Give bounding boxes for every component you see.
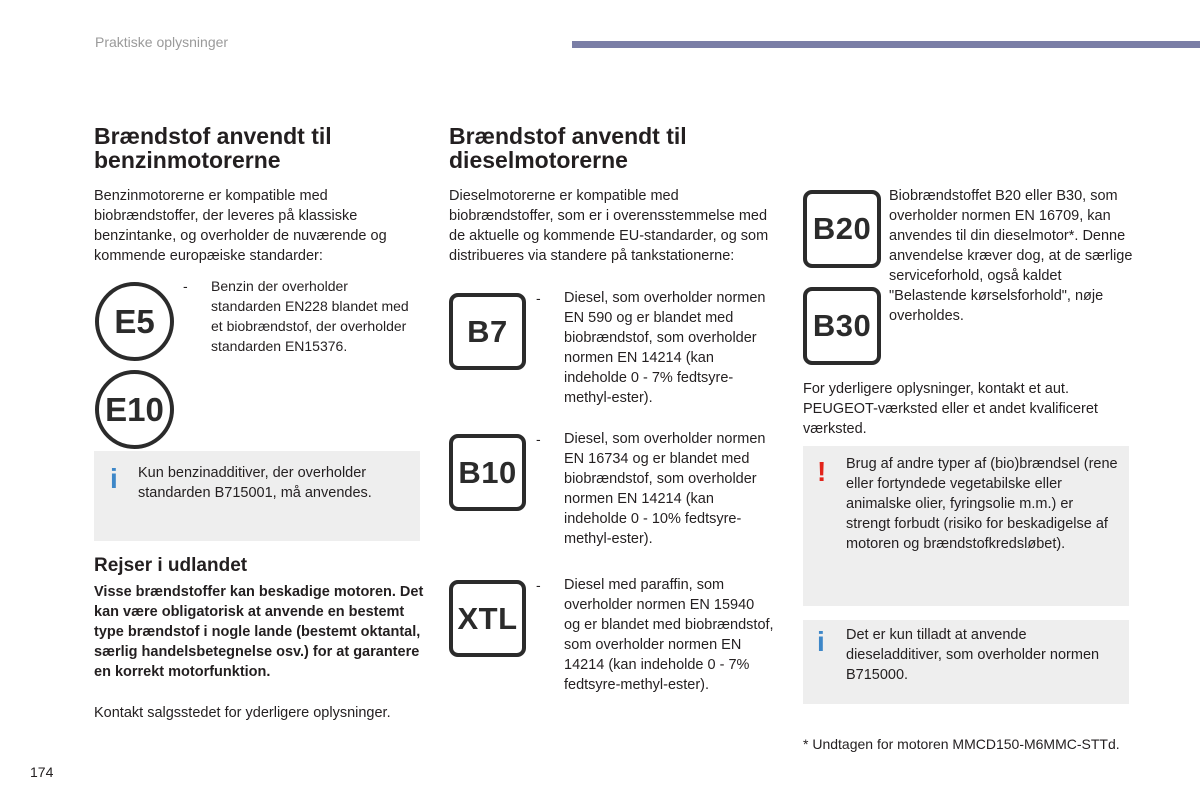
- xtl-description: Diesel med paraffin, som overholder normen EN 15940 og er blandet med biobrændstof, som overholder normen EN 14214 (kan indeholde 0 - 7% fedtsyre-methyl-ester).: [564, 577, 774, 693]
- list-dash: -: [183, 278, 188, 294]
- diesel-warning-note: [803, 446, 1129, 606]
- workshop-contact: For yderligere oplysninger, kontakt et aut. PEUGEOT-værksted eller et andet kvalificeret værksted.: [803, 381, 1098, 437]
- petrol-intro: Benzinmotorerne er kompatible med biobrændstoffer, der leveres på klassiske benzintanke, og overholder de nuværende og kommende europæiske standarder:: [94, 188, 387, 264]
- e5-badge: E5: [95, 282, 174, 361]
- diesel-info-note: [803, 620, 1129, 704]
- travel-heading: Rejser i udlandet: [94, 555, 248, 576]
- list-dash: -: [536, 290, 541, 306]
- b7-badge: B7: [449, 293, 526, 370]
- list-dash: -: [536, 577, 541, 593]
- petrol-info-note: [94, 451, 420, 541]
- info-icon: i: [817, 626, 825, 657]
- travel-contact: Kontakt salgsstedet for yderligere oplysninger.: [94, 705, 391, 721]
- diesel-heading: Brændstof anvendt til dieselmotorerne: [449, 123, 687, 173]
- b10-description: Diesel, som overholder normen EN 16734 og er blandet med biobrændstof, som overholder normen EN 14214 (kan indeholde 0 - 10% fedtsyre-methyl-ester).: [564, 431, 766, 547]
- xtl-badge: XTL: [449, 580, 526, 657]
- b30-badge: B30: [803, 287, 881, 365]
- section-title: Praktiske oplysninger: [95, 34, 229, 50]
- info-icon: i: [110, 463, 118, 494]
- footnote: * Undtagen for motoren MMCD150-M6MMC-STTd.: [803, 736, 1120, 752]
- diesel-info-text: Det er kun tilladt at anvende dieseladditiver, som overholder normen B715000.: [846, 627, 1100, 683]
- list-dash: -: [536, 431, 541, 447]
- e-fuel-description: Benzin der overholder standarden EN228 blandet med et biobrændstof, der overholder standarden EN15376.: [211, 278, 409, 354]
- b20-b30-description: Biobrændstoffet B20 eller B30, som overholder normen EN 16709, kan anvendes til din dieselmotor*. Denne anvendelse kræver dog, at de særlige serviceforhold, også kaldet "Belastende kørselsforhold", nøje overholdes.: [889, 188, 1133, 324]
- petrol-heading: Brændstof anvendt til benzinmotorerne: [94, 123, 332, 173]
- b7-description: Diesel, som overholder normen EN 590 og er blandet med biobrændstof, som overholder normen EN 14214 (kan indeholde 0 - 7% fedtsyre-methyl-ester).: [564, 290, 766, 406]
- e10-badge: E10: [95, 370, 174, 449]
- petrol-info-text: Kun benzinadditiver, der overholder standarden B715001, må anvendes.: [138, 465, 372, 501]
- travel-warning: Visse brændstoffer kan beskadige motoren. Det kan være obligatorisk at anvende en bestemt type brændstof i nogle lande (bestemt oktantal, særlig handelsbetegnelse osv.) for at garantere en korrekt motorfunktion.: [94, 584, 424, 680]
- diesel-intro: Dieselmotorerne er kompatible med biobrændstoffer, som er i overensstemmelse med de aktuelle og kommende EU-standarder, og som distribueres via standere på tankstationerne:: [449, 188, 769, 264]
- header-bar: [572, 41, 1200, 48]
- page-number: 174: [30, 764, 54, 780]
- warning-icon: !: [817, 456, 827, 487]
- diesel-warning-text: Brug af andre typer af (bio)brændsel (rene eller fortyndede vegetabilske eller animalske olier, fyringsolie m.m.) er strengt forbudt (risiko for beskadigelse af motoren og brændstofkredsløbet).: [846, 456, 1118, 552]
- b10-badge: B10: [449, 434, 526, 511]
- b20-badge: B20: [803, 190, 881, 268]
